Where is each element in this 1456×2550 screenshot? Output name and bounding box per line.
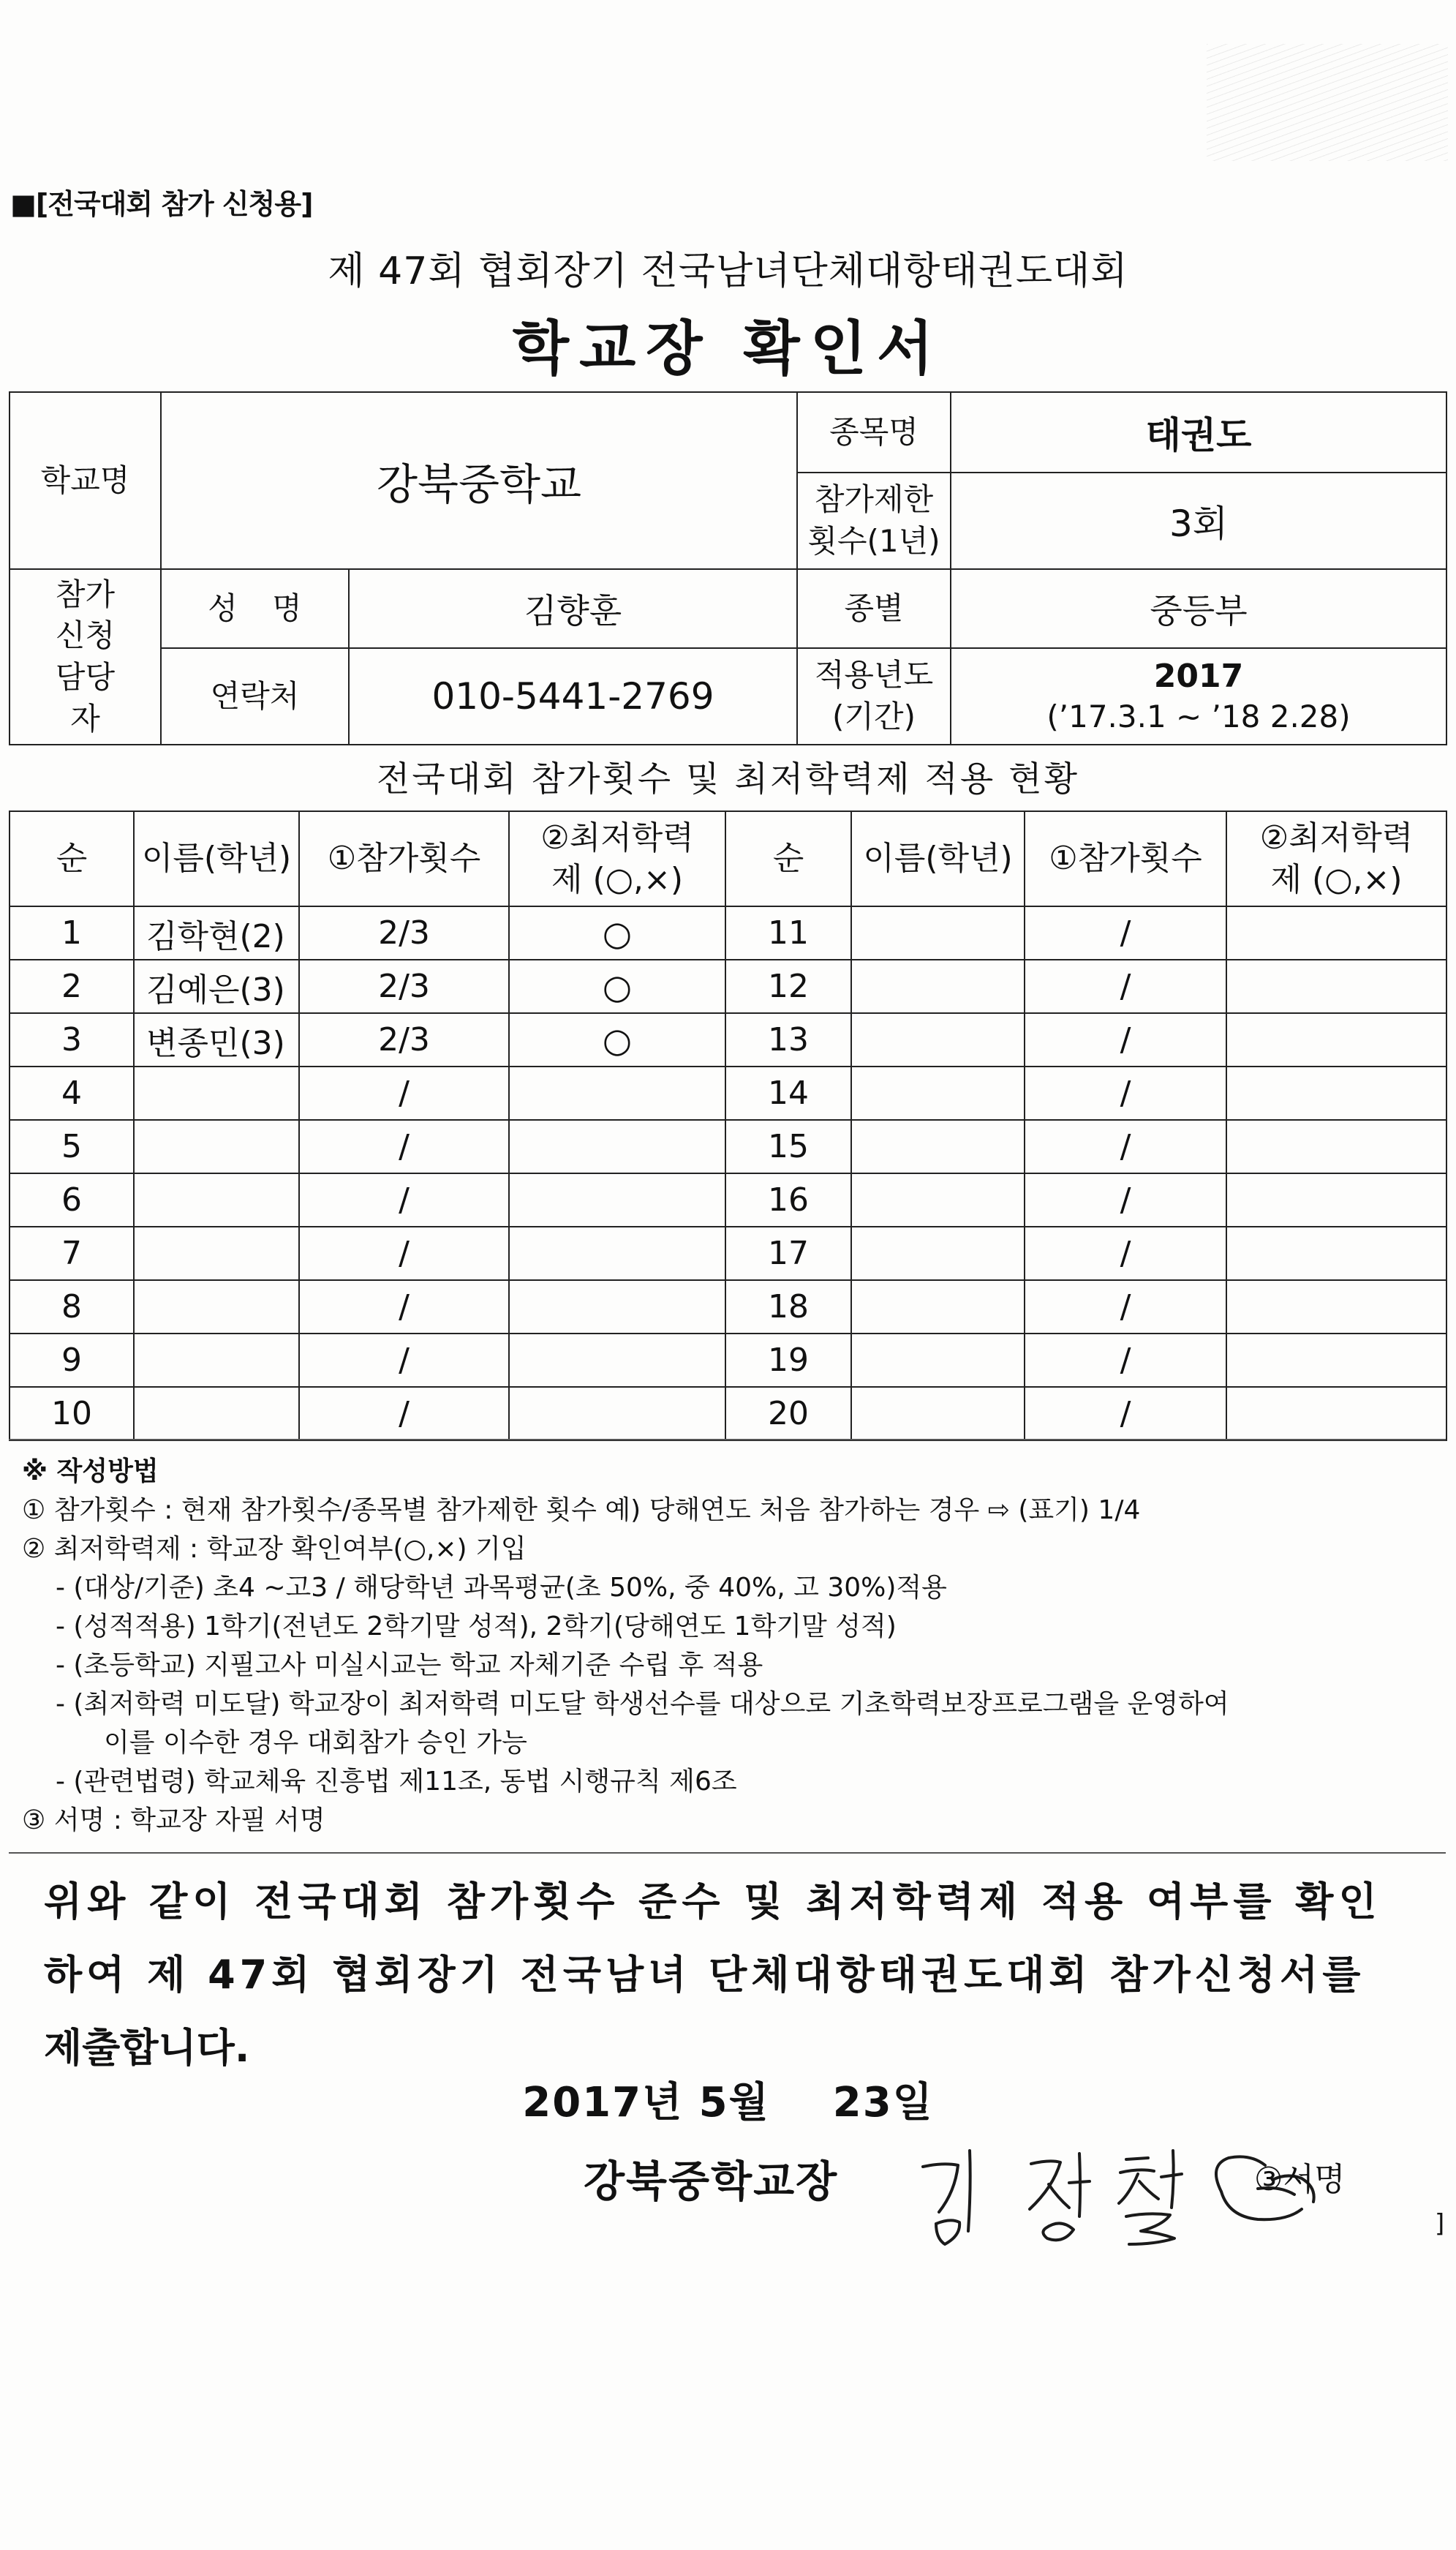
- min-academic-check: [1226, 1280, 1446, 1334]
- student-name: [851, 1067, 1025, 1120]
- student-name: [851, 1013, 1025, 1067]
- min-academic-check: [1226, 960, 1446, 1013]
- row-number: 16: [725, 1173, 851, 1227]
- table-row: [10, 1387, 1446, 1440]
- row-number: 3: [10, 1013, 134, 1067]
- division-label: 종별: [797, 569, 951, 648]
- row-number: 4: [10, 1067, 134, 1120]
- header-count: ①참가횟수: [1025, 811, 1226, 906]
- declaration-line-1: 위와 같이 전국대회 참가횟수 준수 및 최저학력제 적용 여부를 확인: [44, 1878, 1382, 1925]
- min-academic-check: ○: [509, 960, 725, 1013]
- divider: [9, 1439, 1446, 1440]
- min-academic-check: [509, 1067, 725, 1120]
- min-academic-check: [1226, 1334, 1446, 1387]
- note-bullet: - (최저학력 미도달) 학교장이 최저학력 미도달 학생선수를 대상으로 기초학력보장프로그램을 운영하여: [56, 1689, 1229, 1719]
- row-number: 9: [10, 1334, 134, 1387]
- signature-seal-label: ③서명: [1254, 2161, 1346, 2198]
- student-name: [134, 1387, 299, 1440]
- header-name: 이름(학년): [851, 811, 1025, 906]
- student-name: 김학현(2): [134, 906, 299, 960]
- period-value: (’17.3.1 ~ ’18 2.28): [1046, 699, 1351, 735]
- min-academic-check: [1226, 1173, 1446, 1227]
- contact-label: 연락처: [161, 648, 349, 745]
- table-row: [10, 1067, 1446, 1120]
- year-label: 적용년도 (기간): [797, 648, 951, 745]
- table-row: [10, 1334, 1446, 1387]
- declaration-line-3: 제출합니다.: [44, 2025, 250, 2071]
- header-no: 순: [10, 811, 134, 906]
- document-title: 학교장 확인서: [512, 315, 944, 383]
- closing-bracket: ]: [1435, 2209, 1445, 2238]
- student-name: [851, 906, 1025, 960]
- row-number: 13: [725, 1013, 851, 1067]
- student-name: [134, 1334, 299, 1387]
- min-academic-check: ○: [509, 906, 725, 960]
- limit-value: 3회: [951, 473, 1446, 569]
- issue-date: 2017년 5월 23일: [522, 2079, 934, 2126]
- row-number: 2: [10, 960, 134, 1013]
- participation-count: /: [1025, 1013, 1226, 1067]
- participation-count: /: [1025, 1067, 1226, 1120]
- student-name: [851, 1280, 1025, 1334]
- participation-count: /: [299, 1334, 509, 1387]
- table-row: [10, 906, 1446, 960]
- divider: [9, 1852, 1446, 1854]
- header-min: ②최저학력제 (○,×): [509, 811, 725, 906]
- note-bullet: - (성적적용) 1학기(전년도 2학기말 성적), 2학기(당해연도 1학기말 성적): [56, 1611, 897, 1641]
- min-academic-check: ○: [509, 1013, 725, 1067]
- student-name: [851, 1334, 1025, 1387]
- row-number: 14: [725, 1067, 851, 1120]
- name-value: 김향훈: [349, 569, 797, 648]
- table-row: [10, 1013, 1446, 1067]
- header-name: 이름(학년): [134, 811, 299, 906]
- contact-value: 010-5441-2769: [349, 648, 797, 745]
- table-row: [10, 1173, 1446, 1227]
- participation-count: /: [1025, 1334, 1226, 1387]
- min-academic-check: [1226, 1120, 1446, 1173]
- participation-count: /: [1025, 1387, 1226, 1440]
- row-number: 11: [725, 906, 851, 960]
- note-1: ① 참가횟수 : 현재 참가횟수/종목별 참가제한 횟수 예) 당해연도 처음 참가하는 경우 ⇨ (표기) 1/4: [22, 1495, 1141, 1525]
- row-number: 18: [725, 1280, 851, 1334]
- row-number: 8: [10, 1280, 134, 1334]
- participation-count: /: [1025, 1173, 1226, 1227]
- row-number: 5: [10, 1120, 134, 1173]
- school-name: 강북중학교: [161, 392, 797, 569]
- participation-count: 2/3: [299, 960, 509, 1013]
- student-name: [851, 1387, 1025, 1440]
- student-name: [851, 960, 1025, 1013]
- roster-table: [9, 810, 1447, 1441]
- instructions-heading: ※ 작성방법: [22, 1456, 159, 1486]
- participation-count: /: [1025, 1227, 1226, 1280]
- student-name: [851, 1173, 1025, 1227]
- note-bullet: - (대상/기준) 초4 ~고3 / 해당학년 과목평균(초 50%, 중 40%, 고 30%)적용: [56, 1573, 947, 1603]
- header-no: 순: [725, 811, 851, 906]
- limit-label: 참가제한 횟수(1년): [797, 473, 951, 569]
- participation-count: /: [299, 1173, 509, 1227]
- note-3: ③ 서명 : 학교장 자필 서명: [22, 1805, 325, 1835]
- year-cell: [951, 648, 1446, 745]
- declaration: [44, 1865, 1419, 2085]
- header-min: ②최저학력제 (○,×): [1226, 811, 1446, 906]
- min-academic-check: [1226, 1227, 1446, 1280]
- competition-subtitle: 제 47회 협회장기 전국남녀단체대항태권도대회: [328, 249, 1128, 293]
- min-academic-check: [1226, 1013, 1446, 1067]
- table-row: [10, 1280, 1446, 1334]
- principal-title: 강북중학교장: [584, 2156, 839, 2206]
- min-academic-check: [509, 1387, 725, 1440]
- year-value: 2017: [1153, 658, 1244, 696]
- note-2: ② 최저학력제 : 학교장 확인여부(○,×) 기입: [22, 1534, 527, 1564]
- event-label: 종목명: [797, 392, 951, 473]
- division-value: 중등부: [951, 569, 1446, 648]
- row-number: 20: [725, 1387, 851, 1440]
- student-name: [134, 1120, 299, 1173]
- participation-count: /: [1025, 1120, 1226, 1173]
- row-number: 7: [10, 1227, 134, 1280]
- school-label: 학교명: [10, 392, 161, 569]
- row-number: 6: [10, 1173, 134, 1227]
- declaration-line-2: 하여 제 47회 협회장기 전국남녀 단체대항태권도대회 참가신청서를: [44, 1952, 1365, 1998]
- row-number: 12: [725, 960, 851, 1013]
- event-value: 태권도: [951, 392, 1446, 473]
- participation-count: /: [299, 1280, 509, 1334]
- min-academic-check: [509, 1280, 725, 1334]
- student-name: [134, 1280, 299, 1334]
- note-bullet: - (관련법령) 학교체육 진흥법 제11조, 동법 시행규칙 제6조: [56, 1767, 737, 1797]
- section-title: 전국대회 참가횟수 및 최저학력제 적용 현황: [377, 759, 1079, 800]
- paper-grain: [1207, 44, 1448, 161]
- min-academic-check: [1226, 1067, 1446, 1120]
- table-row: [10, 1120, 1446, 1173]
- row-number: 17: [725, 1227, 851, 1280]
- form-tag: ■[전국대회 참가 신청용]: [10, 188, 313, 220]
- participation-count: /: [1025, 906, 1226, 960]
- participation-count: /: [1025, 960, 1226, 1013]
- min-academic-check: [509, 1173, 725, 1227]
- table-row: [10, 1227, 1446, 1280]
- min-academic-check: [1226, 906, 1446, 960]
- student-name: [851, 1227, 1025, 1280]
- note-bullet: - (초등학교) 지필고사 미실시교는 학교 자체기준 수립 후 적용: [56, 1650, 763, 1680]
- min-academic-check: [509, 1227, 725, 1280]
- participation-count: 2/3: [299, 1013, 509, 1067]
- student-name: 김예은(3): [134, 960, 299, 1013]
- row-number: 15: [725, 1120, 851, 1173]
- min-academic-check: [509, 1120, 725, 1173]
- participation-count: /: [299, 1227, 509, 1280]
- student-name: [851, 1120, 1025, 1173]
- table-row: [10, 960, 1446, 1013]
- min-academic-check: [1226, 1387, 1446, 1440]
- student-name: [134, 1067, 299, 1120]
- row-number: 10: [10, 1387, 134, 1440]
- participation-count: 2/3: [299, 906, 509, 960]
- participation-count: /: [299, 1120, 509, 1173]
- student-name: [134, 1227, 299, 1280]
- row-number: 19: [725, 1334, 851, 1387]
- min-academic-check: [509, 1334, 725, 1387]
- instructions: [22, 1452, 1444, 1840]
- name-label: 성 명: [161, 569, 349, 648]
- participation-count: /: [299, 1387, 509, 1440]
- applicant-label: 참가 신청 담당자: [10, 569, 161, 745]
- handwritten-signature: [907, 2121, 1433, 2253]
- note-bullet-continued: 이를 이수한 경우 대회참가 승인 가능: [104, 1728, 527, 1758]
- row-number: 1: [10, 906, 134, 960]
- student-name: 변종민(3): [134, 1013, 299, 1067]
- participation-count: /: [299, 1067, 509, 1120]
- participation-count: /: [1025, 1280, 1226, 1334]
- info-table: [9, 391, 1447, 745]
- student-name: [134, 1173, 299, 1227]
- header-count: ①참가횟수: [299, 811, 509, 906]
